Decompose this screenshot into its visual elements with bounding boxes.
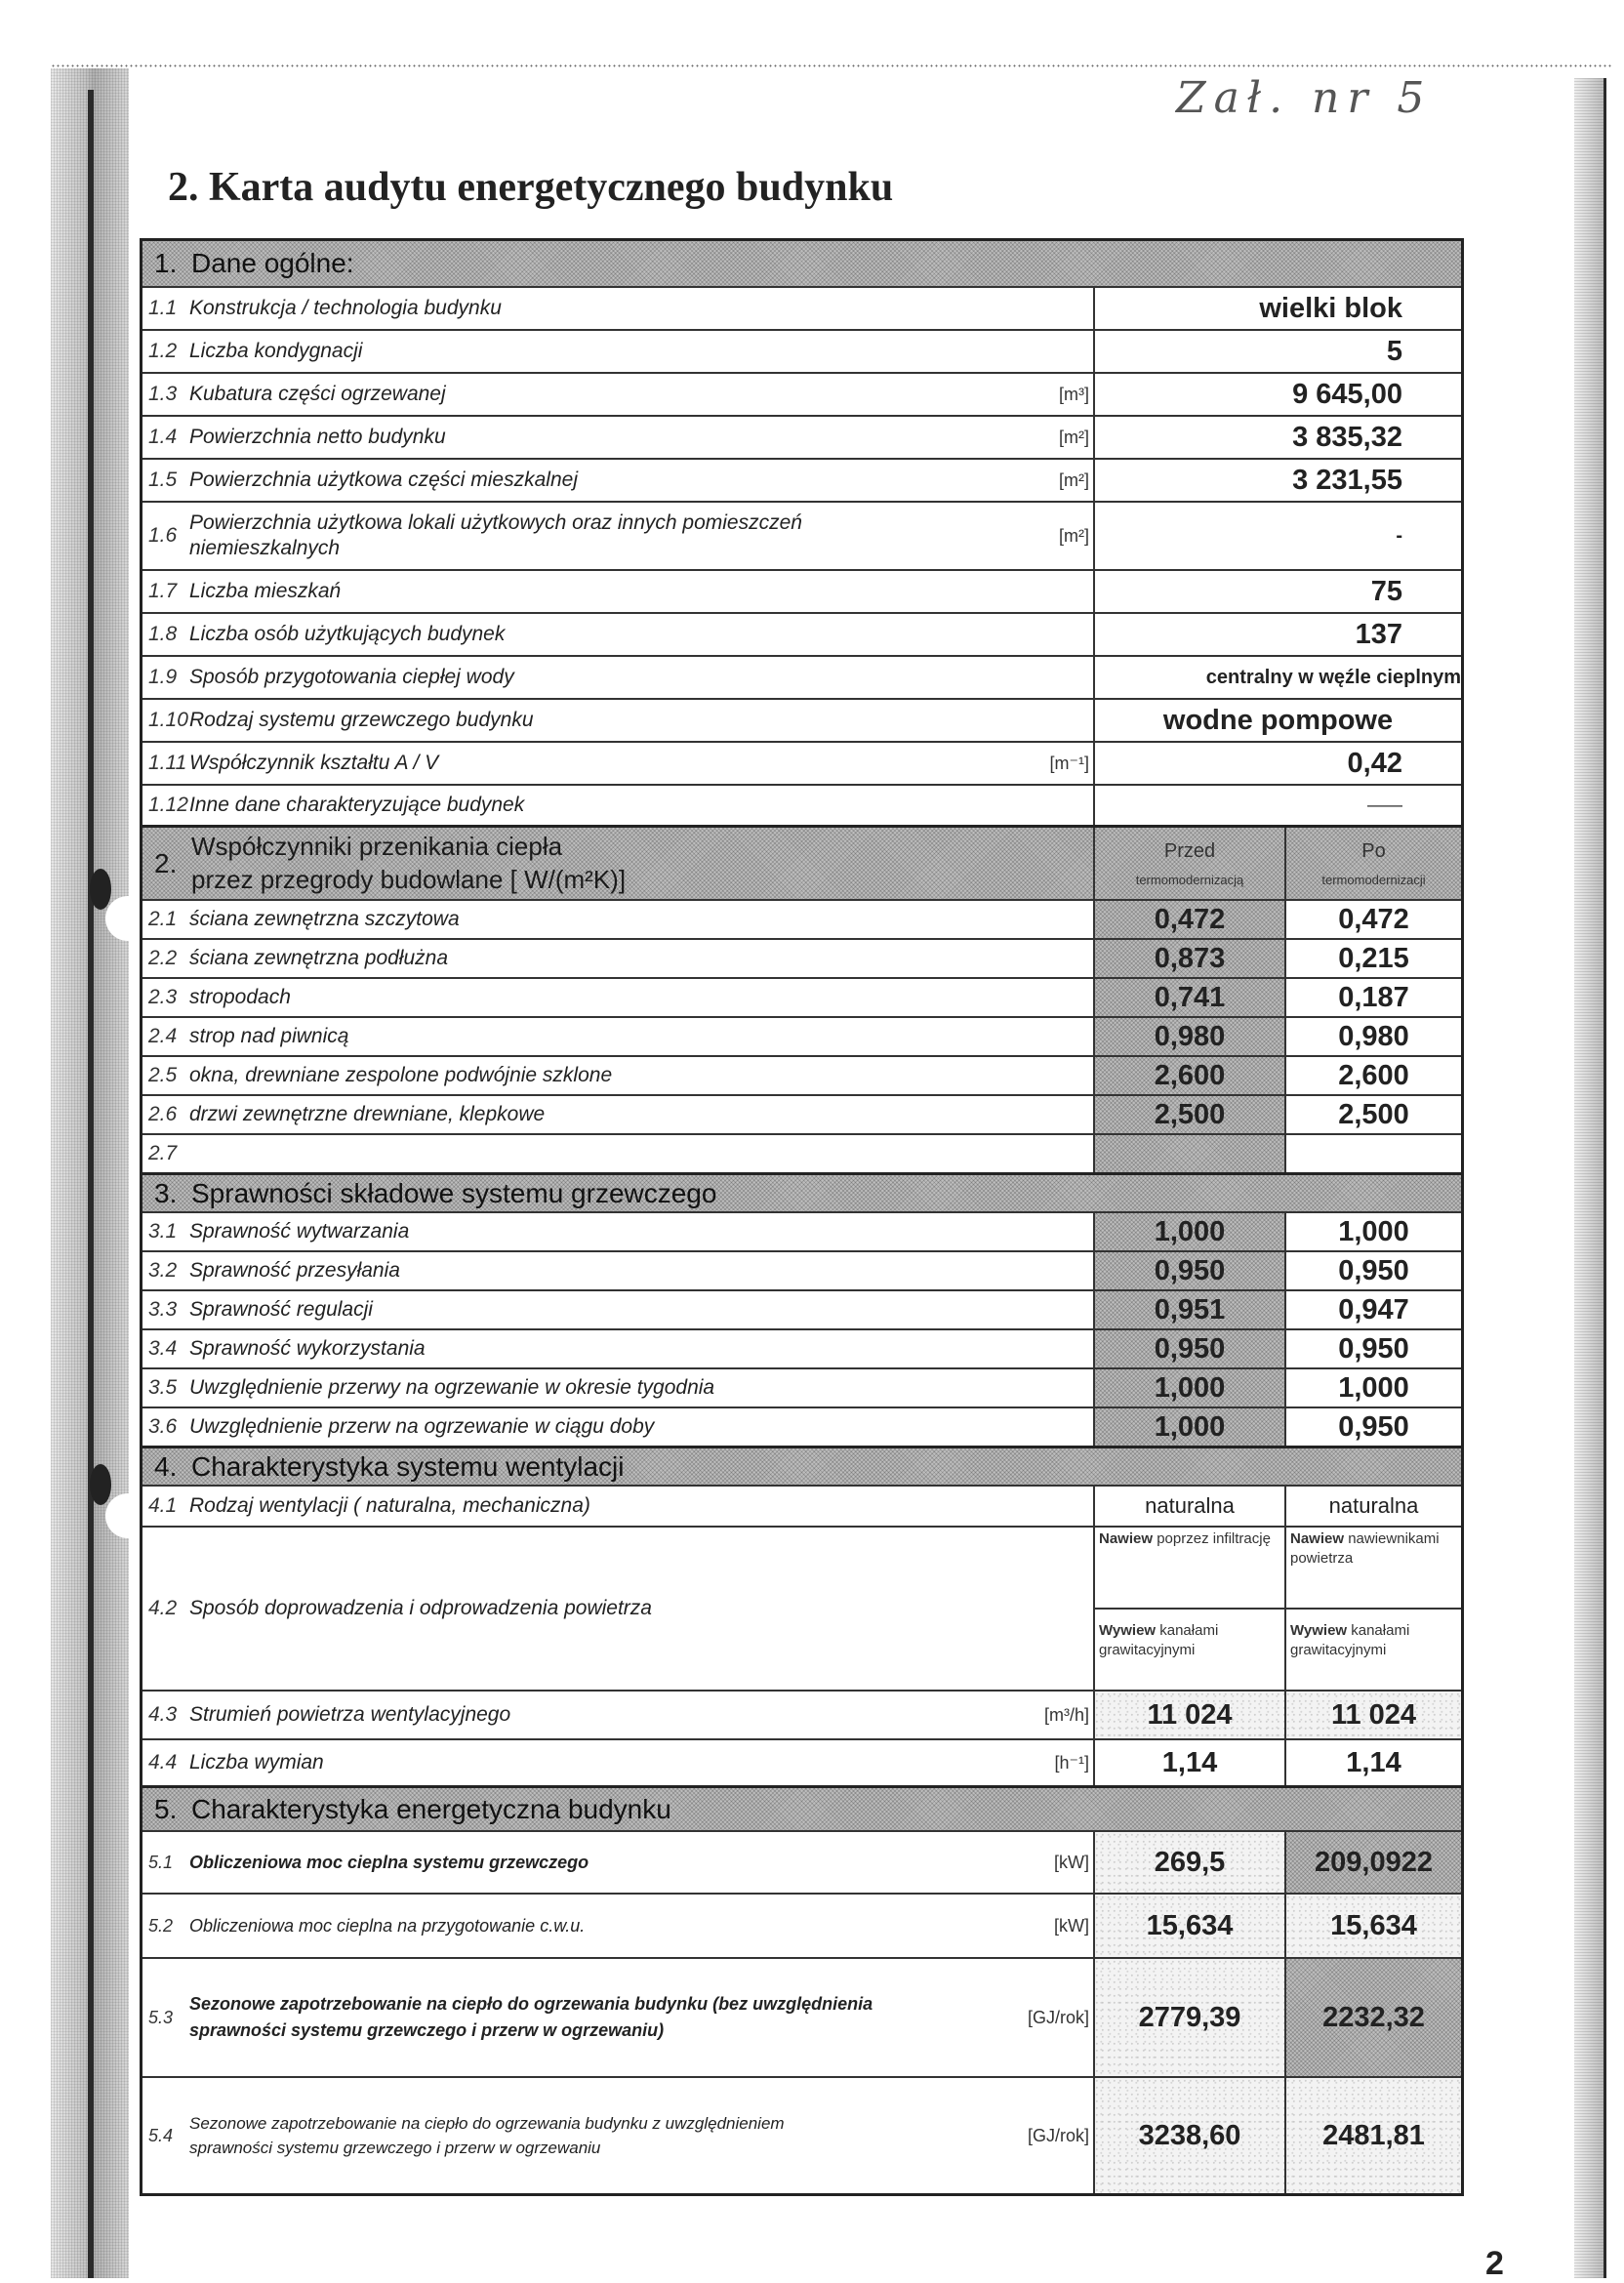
table-row [142, 698, 1461, 741]
value-before: 0,873 [1154, 942, 1226, 974]
section-header-energy [142, 1785, 1461, 1830]
row-unit: [GJ/rok] [1027, 2007, 1089, 2027]
row-label: Sezonowe zapotrzebowanie na ciepło do ogrzewania budynku (bez uwzględnienia sprawności systemu grzewczego i przerw w ogrzewaniu) [189, 1994, 873, 2040]
row-label: Liczba osób użytkujących budynek [189, 622, 506, 645]
value-before: 0,950 [1154, 1332, 1226, 1365]
table-row [142, 1250, 1461, 1289]
value-after: 1,000 [1338, 1371, 1409, 1404]
row-label: Rodzaj systemu grzewczego budynku [189, 708, 534, 731]
row-value: wodne pompowe [1162, 704, 1394, 736]
value-after: 11 024 [1330, 1698, 1417, 1731]
table-row [142, 1957, 1461, 2076]
row-label: Sprawność wytwarzania [189, 1219, 410, 1243]
row-label: Sprawność regulacji [189, 1297, 373, 1321]
punch-hole-shadow [90, 869, 111, 910]
handwritten-note: Zał. nr 5 [1176, 73, 1433, 123]
value-after: 209,0922 [1315, 1846, 1433, 1878]
section-header-efficiency [142, 1172, 1461, 1211]
row-value: ——— [1367, 798, 1402, 812]
value-before: naturalna [1145, 1493, 1235, 1518]
value-after: 0,187 [1338, 981, 1409, 1013]
section-title: Charakterystyka systemu wentylacji [191, 1450, 625, 1482]
value-after: 2481,81 [1322, 2119, 1425, 2151]
table-row [142, 501, 1461, 569]
row-value: centralny w węźle cieplnym [1205, 666, 1461, 688]
value-before: 2,500 [1154, 1098, 1226, 1130]
row-label: Uwzględnienie przerwy na ogrzewanie w okresie tygodnia [189, 1375, 715, 1399]
row-unit: [h⁻¹] [1054, 1752, 1089, 1773]
row-unit: [m⁻¹] [1049, 753, 1089, 773]
row-label: ściana zewnętrzna szczytowa [189, 907, 460, 930]
row-value: 137 [1355, 618, 1402, 650]
value-before: 3238,60 [1138, 2119, 1241, 2151]
row-number: 1.3 [148, 383, 178, 405]
row-unit: [kW] [1054, 1852, 1089, 1872]
row-number: 2.1 [148, 908, 178, 930]
row-value: 5 [1386, 335, 1402, 367]
value-after: 1,000 [1338, 1215, 1409, 1247]
row-unit: [m³] [1059, 384, 1089, 404]
row-number: 4.4 [148, 1751, 178, 1773]
row-number: 1.7 [148, 580, 178, 602]
scan-top-edge [51, 64, 1612, 67]
scan-right-edge [1574, 78, 1606, 2278]
section-number: 1. [154, 248, 178, 278]
value-after: 15,634 [1330, 1909, 1417, 1941]
table-row [142, 286, 1461, 329]
row-number: 3.4 [148, 1337, 178, 1360]
value-before: 1,14 [1161, 1746, 1218, 1778]
row-unit: [m²] [1059, 469, 1089, 490]
table-row [142, 1738, 1461, 1785]
exhaust-after: Wywiew kanałami grawitacyjnymi [1290, 1622, 1410, 1659]
table-row [142, 977, 1461, 1016]
value-after: 0,472 [1338, 903, 1409, 935]
section-title-line2: przez przegrody budowlane [ W/(m²K)] [191, 864, 627, 894]
row-label: Liczba mieszkań [189, 579, 342, 602]
row-label: Sprawność przesyłania [189, 1258, 400, 1282]
row-value: 9 645,00 [1292, 378, 1402, 410]
value-before: 2,600 [1154, 1059, 1226, 1091]
row-unit: [m³/h] [1043, 1704, 1089, 1725]
value-after: 1,14 [1346, 1746, 1401, 1778]
value-before: 0,951 [1154, 1293, 1226, 1325]
table-row [142, 1328, 1461, 1367]
section-title: Charakterystyka energetyczna budynku [191, 1793, 671, 1824]
table-row [142, 1485, 1461, 1526]
table-row [142, 1133, 1461, 1172]
row-number: 1.8 [148, 623, 178, 645]
row-value: 75 [1370, 575, 1402, 607]
row-number: 1.1 [148, 297, 178, 319]
energy-audit-table [140, 238, 1464, 2196]
row-number: 5.4 [148, 2125, 174, 2145]
row-number: 3.5 [148, 1376, 178, 1399]
value-after: 0,947 [1338, 1293, 1409, 1325]
value-before: 1,000 [1154, 1410, 1226, 1443]
table-row [142, 329, 1461, 372]
value-after: 2,500 [1338, 1098, 1409, 1130]
row-label: Liczba kondygnacji [189, 339, 363, 362]
row-value: wielki blok [1259, 292, 1402, 324]
table-row [142, 784, 1461, 825]
section-header-general [142, 241, 1461, 286]
row-label: Powierzchnia użytkowa lokali użytkowych oraz innych pomieszczeń niemieszkalnych [189, 510, 802, 559]
row-number: 3.6 [148, 1415, 178, 1438]
row-number: 1.4 [148, 426, 178, 448]
row-label: Współczynnik kształtu A / V [189, 751, 439, 774]
section-number: 4. [154, 1450, 178, 1482]
table-row [142, 415, 1461, 458]
row-number: 4.3 [148, 1703, 178, 1726]
value-after: 2232,32 [1322, 2001, 1425, 2033]
row-label: okna, drewniane zespolone podwójnie szklone [189, 1063, 613, 1086]
column-header-before [1093, 828, 1284, 899]
row-label: ściana zewnętrzna podłużna [189, 946, 449, 969]
row-label: Inne dane charakteryzujące budynek [189, 793, 525, 816]
row-value: 3 835,32 [1292, 421, 1402, 453]
row-unit: [m²] [1059, 427, 1089, 447]
row-number: 2.7 [148, 1142, 178, 1164]
row-label: Konstrukcja / technologia budynku [189, 296, 502, 319]
column-header-bottom: termomodernizacją [1135, 872, 1244, 887]
row-number: 3.3 [148, 1298, 178, 1321]
column-header-top: Przed [1163, 839, 1216, 862]
exhaust-before: Wywiew kanałami grawitacyjnymi [1099, 1622, 1219, 1659]
table-row [142, 2076, 1461, 2193]
row-number: 1.2 [148, 340, 178, 362]
value-after: 0,950 [1338, 1410, 1409, 1443]
value-after: 0,950 [1338, 1254, 1409, 1286]
section-title: Sprawności składowe systemu grzewczego [191, 1177, 717, 1208]
value-after: 0,215 [1338, 942, 1409, 974]
row-label: Strumień powietrza wentylacyjnego [189, 1702, 511, 1726]
row-number: 1.6 [148, 524, 178, 547]
row-label: stropodach [189, 985, 291, 1008]
table-row [142, 372, 1461, 415]
row-number: 2.4 [148, 1025, 178, 1047]
value-before: 1,000 [1154, 1215, 1226, 1247]
row-value: 0,42 [1347, 747, 1402, 779]
section-header-ventilation [142, 1446, 1461, 1485]
supply-before: Nawiew poprzez infiltrację [1099, 1530, 1271, 1547]
table-row [142, 1289, 1461, 1328]
value-before: 2779,39 [1138, 2001, 1241, 2033]
table-row [142, 1367, 1461, 1406]
row-label: drzwi zewnętrzne drewniane, klepkowe [189, 1102, 546, 1125]
value-before: 0,950 [1154, 1254, 1226, 1286]
value-after: naturalna [1328, 1493, 1419, 1518]
table-row [142, 938, 1461, 977]
row-number: 5.3 [148, 2007, 174, 2027]
table-row [142, 1016, 1461, 1055]
row-unit: [GJ/rok] [1027, 2125, 1089, 2145]
value-before: 1,000 [1154, 1371, 1226, 1404]
row-number: 2.2 [148, 947, 178, 969]
table-row [142, 1893, 1461, 1957]
value-after: 0,950 [1338, 1332, 1409, 1365]
section-number: 5. [154, 1793, 178, 1824]
row-number: 2.3 [148, 986, 178, 1008]
value-before: 269,5 [1154, 1846, 1226, 1878]
row-number: 4.1 [148, 1494, 178, 1517]
table-row [142, 741, 1461, 784]
table-row [142, 655, 1461, 698]
row-label: Powierzchnia użytkowa części mieszkalnej [189, 468, 578, 491]
row-label: Sezonowe zapotrzebowanie na ciepło do ogrzewania budynku z uwzględnieniem sprawności systemu grzewczego i przerw w ogrzewaniu [189, 2113, 785, 2157]
table-row [142, 1526, 1461, 1690]
value-before: 0,980 [1154, 1020, 1226, 1052]
value-after: 0,980 [1338, 1020, 1409, 1052]
table-row [142, 899, 1461, 938]
table-row [142, 1055, 1461, 1094]
section-title-line1: Współczynniki przenikania ciepła [191, 831, 563, 861]
table-row [142, 1094, 1461, 1133]
table-row [142, 612, 1461, 655]
row-label: Kubatura części ogrzewanej [189, 382, 446, 405]
value-after: 2,600 [1338, 1059, 1409, 1091]
row-number: 1.5 [148, 469, 178, 491]
punch-hole-shadow [90, 1464, 111, 1505]
value-before: 0,741 [1154, 981, 1226, 1013]
row-label: strop nad piwnicą [189, 1024, 349, 1047]
table-row [142, 1690, 1461, 1738]
row-number: 1.11 [148, 752, 187, 774]
table-row [142, 458, 1461, 501]
value-before: 15,634 [1146, 1909, 1234, 1941]
section-number: 3. [154, 1177, 178, 1208]
row-number: 2.5 [148, 1064, 178, 1086]
row-label: Powierzchnia netto budynku [189, 425, 446, 448]
supply-after: Nawiew nawiewnikami powietrza [1290, 1530, 1440, 1568]
binding-edge-line [88, 90, 94, 2278]
row-label: Uwzględnienie przerw na ogrzewanie w ciągu doby [189, 1414, 655, 1438]
table-row [142, 1406, 1461, 1446]
table-row [142, 1211, 1461, 1250]
row-number: 3.2 [148, 1259, 178, 1282]
value-before: 11 024 [1147, 1698, 1233, 1731]
row-label: Obliczeniowa moc cieplna na przygotowanie c.w.u. [189, 1915, 586, 1936]
row-value: 3 231,55 [1292, 464, 1402, 496]
row-label: Obliczeniowa moc cieplna systemu grzewczego [189, 1852, 589, 1872]
table-row [142, 569, 1461, 612]
value-before: 0,472 [1154, 903, 1226, 935]
row-number: 1.10 [148, 709, 188, 731]
section-header-heat-transfer [142, 825, 1461, 899]
column-header-top: Po [1361, 839, 1386, 862]
row-label: Sposób doprowadzenia i odprowadzenia powietrza [189, 1596, 652, 1619]
row-number: 5.2 [148, 1915, 174, 1936]
table-row [142, 1830, 1461, 1893]
row-number: 1.9 [148, 666, 178, 688]
row-value: - [1396, 524, 1402, 547]
section-title: Dane ogólne: [191, 248, 354, 278]
section-number: 2. [154, 847, 178, 878]
page-title: 2. Karta audytu energetycznego budynku [168, 165, 894, 210]
row-label: Liczba wymian [189, 1750, 324, 1773]
row-label: Sposób przygotowania ciepłej wody [189, 665, 514, 688]
column-header-bottom: termomodernizacji [1321, 872, 1426, 887]
row-label: Sprawność wykorzystania [189, 1336, 426, 1360]
row-number: 3.1 [148, 1220, 178, 1243]
row-label: Rodzaj wentylacji ( naturalna, mechaniczna) [189, 1493, 590, 1517]
row-unit: [m²] [1059, 525, 1089, 546]
row-number: 2.6 [148, 1103, 178, 1125]
column-header-after [1284, 828, 1461, 899]
row-unit: [kW] [1054, 1915, 1089, 1936]
row-number: 4.2 [148, 1597, 178, 1619]
row-number: 5.1 [148, 1852, 174, 1872]
row-number: 1.12 [148, 794, 188, 816]
page-number: 2 [1485, 2245, 1504, 2282]
